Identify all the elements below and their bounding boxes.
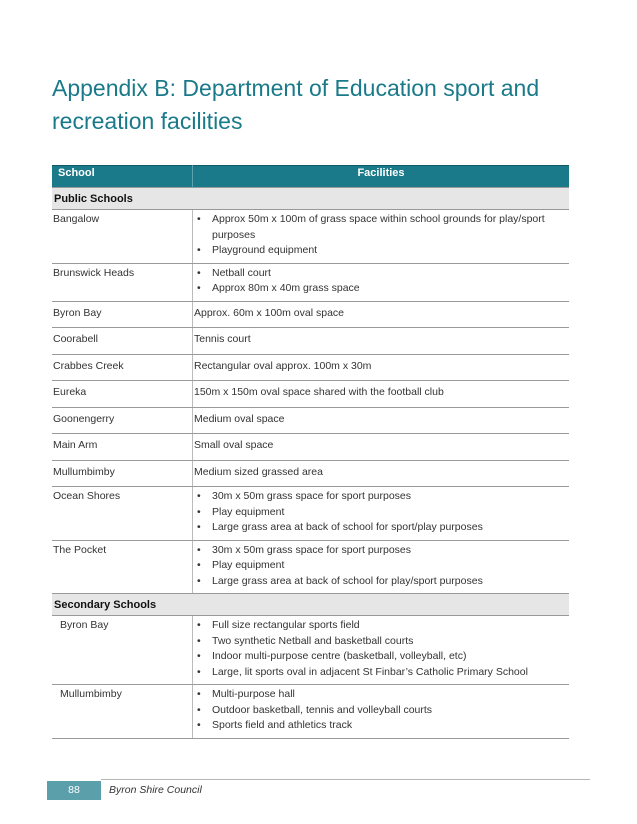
table-row: [52, 263, 569, 301]
facilities-cell: [193, 540, 570, 594]
list-item: • Approx 50m x 100m of grass space within school grounds for play/sport purposes: [194, 212, 569, 243]
list-item: • 30m x 50m grass space for sport purposes: [194, 543, 569, 559]
list-item: • Two synthetic Netball and basketball courts: [194, 634, 569, 650]
facilities-cell: Medium sized grassed area: [193, 460, 570, 487]
list-item: • Netball court: [194, 266, 569, 282]
facilities-cell: Rectangular oval approx. 100m x 30m: [193, 354, 570, 381]
list-item: • Play equipment: [194, 558, 569, 574]
table-row: [52, 301, 569, 328]
facilities-cell: [193, 487, 570, 541]
section-heading: Secondary Schools: [52, 594, 569, 616]
table-body: [52, 188, 569, 739]
facilities-cell: Tennis court: [193, 328, 570, 355]
list-item: • Outdoor basketball, tennis and volleyball courts: [194, 703, 569, 719]
school-name: Brunswick Heads: [52, 263, 193, 301]
list-item: • Full size rectangular sports field: [194, 618, 569, 634]
facilities-list: [194, 618, 569, 680]
page-title: Appendix B: Department of Education sport and recreation facilities: [52, 75, 540, 134]
school-name: Bangalow: [52, 210, 193, 264]
school-name: Mullumbimby: [52, 685, 193, 739]
facilities-cell: Approx. 60m x 100m oval space: [193, 301, 570, 328]
school-name: Main Arm: [52, 434, 193, 461]
list-item: • Large grass area at back of school for play/sport purposes: [194, 574, 569, 590]
school-name: Eureka: [52, 381, 193, 408]
facilities-table: [52, 165, 569, 739]
table-row: [52, 434, 569, 461]
facilities-cell: [193, 685, 570, 739]
section-row-public: [52, 188, 569, 210]
section-row-secondary: [52, 594, 569, 616]
list-item: • 30m x 50m grass space for sport purposes: [194, 489, 569, 505]
school-name: The Pocket: [52, 540, 193, 594]
facilities-cell: [193, 616, 570, 685]
table-row: [52, 616, 569, 685]
facilities-list: [194, 543, 569, 590]
list-item: • Playground equipment: [194, 243, 569, 259]
table-row: [52, 685, 569, 739]
school-name: Goonengerry: [52, 407, 193, 434]
facilities-list: [194, 489, 569, 536]
list-item: • Play equipment: [194, 505, 569, 521]
table-row: [52, 407, 569, 434]
school-name: Crabbes Creek: [52, 354, 193, 381]
table-row: [52, 540, 569, 594]
header-school: School: [52, 166, 193, 188]
footer-org-name: Byron Shire Council: [109, 784, 202, 796]
list-item: • Large, lit sports oval in adjacent St Finbar’s Catholic Primary School: [194, 665, 569, 681]
school-name: Byron Bay: [52, 301, 193, 328]
facilities-cell: 150m x 150m oval space shared with the football club: [193, 381, 570, 408]
list-item: • Approx 80m x 40m grass space: [194, 281, 569, 297]
page-number: 88: [47, 781, 101, 800]
facilities-cell: Small oval space: [193, 434, 570, 461]
table-row: [52, 210, 569, 264]
facilities-list: [194, 266, 569, 297]
table-row: [52, 354, 569, 381]
section-heading: Public Schools: [52, 188, 569, 210]
list-item: • Sports field and athletics track: [194, 718, 569, 734]
school-name: Byron Bay: [52, 616, 193, 685]
facilities-list: [194, 212, 569, 259]
footer-divider: [101, 779, 590, 780]
table-row: [52, 487, 569, 541]
school-name: Ocean Shores: [52, 487, 193, 541]
school-name: Coorabell: [52, 328, 193, 355]
facilities-cell: Medium oval space: [193, 407, 570, 434]
list-item: • Multi-purpose hall: [194, 687, 569, 703]
header-facilities: Facilities: [193, 166, 570, 188]
facilities-list: [194, 687, 569, 734]
facilities-cell: [193, 210, 570, 264]
facilities-cell: [193, 263, 570, 301]
table-row: [52, 328, 569, 355]
table-row: [52, 381, 569, 408]
list-item: • Indoor multi-purpose centre (basketball, volleyball, etc): [194, 649, 569, 665]
list-item: • Large grass area at back of school for sport/play purposes: [194, 520, 569, 536]
table-header-row: [52, 166, 569, 188]
table-row: [52, 460, 569, 487]
school-name: Mullumbimby: [52, 460, 193, 487]
